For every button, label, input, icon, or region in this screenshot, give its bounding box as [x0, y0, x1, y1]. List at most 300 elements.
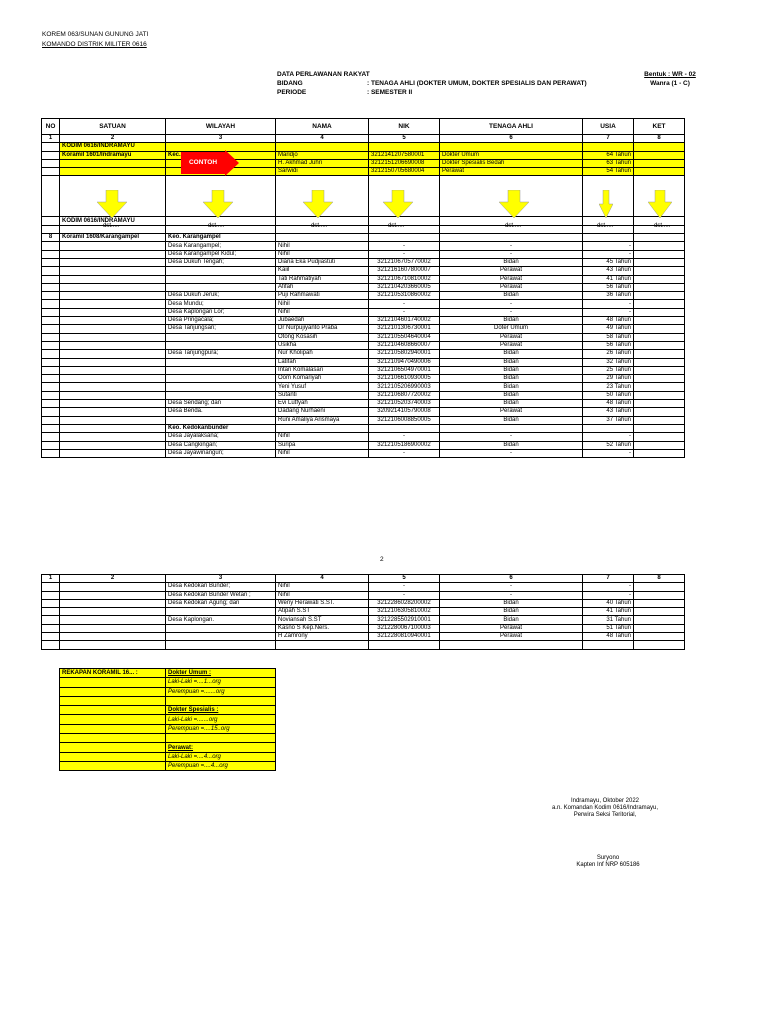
ket-cell	[634, 283, 685, 291]
ket-cell	[634, 391, 685, 399]
nik-cell: -	[369, 308, 440, 316]
satuan-cell	[60, 317, 166, 325]
wilayah-cell	[166, 624, 276, 632]
down-arrow-icon	[599, 190, 613, 218]
table-row	[42, 608, 685, 616]
header-ket: KET	[634, 119, 685, 135]
wilayah-cell: Desa Tanjungpura;	[166, 350, 276, 358]
wilayah-cell: Keo. Kedokanbunder	[166, 424, 276, 432]
ket-cell	[634, 292, 685, 300]
bidang-value: : TENAGA AHLI (DOKTER UMUM, DOKTER SPESIALIS DAN PERAWAT)	[367, 80, 587, 87]
colnum: 2	[60, 575, 166, 583]
table-row	[42, 449, 685, 457]
recap-item: Perempuan =....4...org	[166, 761, 276, 770]
no-cell	[42, 391, 60, 399]
wilayah-cell: Desa Benda.	[166, 408, 276, 416]
satuan-cell	[60, 358, 166, 366]
kec-karangampel: Keo. Karangampel	[166, 234, 276, 242]
table-row	[42, 350, 685, 358]
nama-cell: Evi Lutfyah	[276, 400, 369, 408]
example-row	[42, 151, 685, 159]
table-row	[42, 633, 685, 641]
satuan-cell	[60, 300, 166, 308]
nik-cell: 3212109470490006	[369, 358, 440, 366]
colnum: 1	[42, 135, 60, 143]
recap-item: Laki-Laki =....4...org	[166, 752, 276, 761]
nama-cell: Nihil	[276, 242, 369, 250]
recap-item: Laki-Laki =....1...org	[166, 678, 276, 687]
ket-cell	[634, 624, 685, 632]
tenaga-ahli-cell: Perawat	[440, 341, 583, 349]
nama-cell: Weny Herawati S.ST.	[276, 599, 369, 607]
table-row	[42, 333, 685, 341]
nama-cell: Nur Kholipah	[276, 350, 369, 358]
nama-cell: Suripa	[276, 441, 369, 449]
tenaga-ahli-cell: -	[440, 433, 583, 441]
colnum: 4	[276, 135, 369, 143]
no-cell	[42, 633, 60, 641]
satuan-cell	[60, 400, 166, 408]
nik-cell: 3209214105790008	[369, 408, 440, 416]
colnum: 7	[583, 135, 634, 143]
nama-cell: Latifah	[276, 358, 369, 366]
nik-cell: -	[369, 433, 440, 441]
table-row	[42, 424, 685, 432]
nama-cell: Diana Eka Pudjiastuti	[276, 258, 369, 266]
nik-cell: 3212105203740003	[369, 400, 440, 408]
tenaga-ahli-cell: Perawat	[440, 408, 583, 416]
example-nik: 3212150705680004	[369, 168, 440, 176]
nama-cell: Afifah	[276, 283, 369, 291]
tenaga-ahli-cell: Perawat	[440, 283, 583, 291]
example-nama: Sarwidi	[276, 168, 369, 176]
ket-cell	[634, 300, 685, 308]
letterhead	[42, 30, 148, 50]
recap-row	[60, 669, 276, 678]
nama-cell: Sutanti	[276, 391, 369, 399]
colnum: 2	[60, 135, 166, 143]
nik-cell: 3212106710810002	[369, 275, 440, 283]
usia-cell: -	[583, 250, 634, 258]
table-row	[42, 366, 685, 374]
down-arrow-icon	[303, 190, 333, 218]
usia-cell: 41 Tahun	[583, 275, 634, 283]
usia-cell: 31 Tahun	[583, 616, 634, 624]
form-wanra: Wanra (1 - C)	[650, 80, 690, 87]
tenaga-ahli-cell: Bidan	[440, 416, 583, 424]
colnum: 4	[276, 575, 369, 583]
table-row	[42, 441, 685, 449]
satuan-cell	[60, 250, 166, 258]
wilayah-cell	[166, 383, 276, 391]
document-title: DATA PERLAWANAN RAKYAT	[277, 71, 370, 78]
no-cell	[42, 242, 60, 250]
column-number-row	[42, 135, 685, 143]
tenaga-ahli-cell: Bidan	[440, 350, 583, 358]
sign-an: a.n. Komandan Kodim 0616/Indramayu,	[551, 805, 659, 811]
recap-row	[60, 724, 276, 733]
ket-cell	[634, 317, 685, 325]
table-row	[42, 433, 685, 441]
nama-cell: Atipah S.ST	[276, 608, 369, 616]
table-row	[42, 341, 685, 349]
usia-cell: -	[583, 242, 634, 250]
nik-cell: 3212280067100003	[369, 624, 440, 632]
recap-row	[60, 696, 276, 705]
nama-cell	[276, 641, 369, 649]
tenaga-ahli-cell: -	[440, 300, 583, 308]
nik-cell: 3212106807720002	[369, 391, 440, 399]
wilayah-cell	[166, 366, 276, 374]
nik-cell: 3212106305810002	[369, 608, 440, 616]
nama-cell: Dr Nurpujiyanto Praba	[276, 325, 369, 333]
satuan-cell	[60, 333, 166, 341]
no-cell	[42, 267, 60, 275]
no-cell	[42, 250, 60, 258]
nik-cell: 3212105310860002	[369, 292, 440, 300]
usia-cell: 45 Tahun	[583, 258, 634, 266]
ket-cell	[634, 441, 685, 449]
ket-cell	[634, 308, 685, 316]
ket-cell	[634, 583, 685, 591]
table-row	[42, 591, 685, 599]
satuan-cell	[60, 424, 166, 432]
ket-cell	[634, 275, 685, 283]
nik-cell: -	[369, 242, 440, 250]
wilayah-cell: Desa Kedokan Bunder;	[166, 583, 276, 591]
nik-cell: 3212106008850005	[369, 416, 440, 424]
colnum: 8	[634, 135, 685, 143]
tenaga-ahli-cell: Perawat	[440, 275, 583, 283]
satuan-cell	[60, 591, 166, 599]
ket-cell	[634, 608, 685, 616]
table-row	[42, 317, 685, 325]
usia-cell: 41 Tahun	[583, 608, 634, 616]
colnum: 8	[634, 575, 685, 583]
table-row	[42, 408, 685, 416]
wilayah-cell	[166, 633, 276, 641]
table-row	[42, 242, 685, 250]
nama-cell: Kaiil	[276, 267, 369, 275]
satuan-cell	[60, 242, 166, 250]
usia-cell: 25 Tahun	[583, 366, 634, 374]
no-cell	[42, 300, 60, 308]
wilayah-cell	[166, 333, 276, 341]
dst-label: dst.....	[505, 223, 522, 229]
nik-cell: 3212161607800007	[369, 267, 440, 275]
recap-item	[166, 734, 276, 743]
nama-cell: Nihil	[276, 583, 369, 591]
satuan-cell	[60, 375, 166, 383]
tenaga-ahli-cell: -	[440, 449, 583, 457]
no-cell	[42, 317, 60, 325]
tenaga-ahli-cell: Bidan	[440, 358, 583, 366]
tenaga-ahli-cell: Doter Umum	[440, 325, 583, 333]
satuan-cell	[60, 341, 166, 349]
recap-row	[60, 761, 276, 770]
nik-cell: -	[369, 591, 440, 599]
recap-row	[60, 678, 276, 687]
down-arrow-icon	[648, 190, 672, 218]
usia-cell: 36 Tahun	[583, 292, 634, 300]
nik-cell: 3212106504970001	[369, 366, 440, 374]
nik-cell: 3212106705770002	[369, 258, 440, 266]
table-row	[42, 358, 685, 366]
colnum: 3	[166, 575, 276, 583]
tenaga-ahli-cell: -	[440, 583, 583, 591]
example-nik: 3212151206690008	[369, 159, 440, 167]
down-arrow-icon	[203, 190, 233, 218]
wilayah-cell: Desa Kaplongan Lor;	[166, 308, 276, 316]
tenaga-ahli-cell: Bidan	[440, 441, 583, 449]
contoh-arrow-icon	[225, 150, 239, 176]
no-cell	[42, 325, 60, 333]
no-cell	[42, 308, 60, 316]
form-code	[620, 70, 720, 88]
header-nik: NIK	[369, 119, 440, 135]
tenaga-ahli-cell: Bidan	[440, 366, 583, 374]
usia-cell	[583, 424, 634, 432]
kodim2-label: KODIM 0616/INDRAMAYU	[60, 217, 166, 225]
nama-cell: Intan Komalasari	[276, 366, 369, 374]
usia-cell: 26 Tahun	[583, 350, 634, 358]
nama-cell: Tati Rahmatiyah	[276, 275, 369, 283]
section-satuan: Koramil 1608/Karangampel	[60, 234, 166, 242]
koramil-section-row	[42, 234, 685, 242]
kodim2-row	[42, 217, 685, 225]
recap-title-cell	[60, 752, 166, 761]
example-tenaga: Dokter Umum	[440, 151, 583, 159]
wilayah-cell	[166, 283, 276, 291]
usia-cell: 40 Tahun	[583, 599, 634, 607]
ket-cell	[634, 416, 685, 424]
usia-cell: -	[583, 591, 634, 599]
dst-label: dst.....	[311, 223, 328, 229]
recap-title-cell	[60, 687, 166, 696]
nik-cell: 3212285502910001	[369, 616, 440, 624]
table-row	[42, 250, 685, 258]
no-cell	[42, 641, 60, 649]
sign-name: Suryono	[596, 855, 620, 861]
main-table	[41, 118, 685, 458]
column-number-row	[42, 575, 685, 583]
usia-cell: -	[583, 433, 634, 441]
usia-cell: 50 Tahun	[583, 391, 634, 399]
header-usia: USIA	[583, 119, 634, 135]
table-row	[42, 599, 685, 607]
colnum: 7	[583, 575, 634, 583]
ket-cell	[634, 350, 685, 358]
nik-cell: 3212105186900002	[369, 441, 440, 449]
blank-row	[42, 225, 685, 233]
dst-label: dst.....	[654, 223, 671, 229]
wilayah-cell	[166, 416, 276, 424]
usia-cell: 49 Tahun	[583, 325, 634, 333]
recap-row	[60, 715, 276, 724]
tenaga-ahli-cell: -	[440, 242, 583, 250]
no-cell	[42, 591, 60, 599]
ket-cell	[634, 400, 685, 408]
usia-cell: -	[583, 300, 634, 308]
ket-cell	[634, 633, 685, 641]
recap-row	[60, 734, 276, 743]
no-cell	[42, 350, 60, 358]
periode-value: : SEMESTER II	[367, 89, 413, 96]
tenaga-ahli-cell: Bidan	[440, 375, 583, 383]
header-tenaga-ahli: TENAGA AHLI	[440, 119, 583, 135]
ket-cell	[634, 408, 685, 416]
wilayah-cell: Desa Tanjungsari;	[166, 325, 276, 333]
nama-cell: Nihil	[276, 449, 369, 457]
no-cell	[42, 416, 60, 424]
nik-cell: -	[369, 250, 440, 258]
ket-cell	[634, 341, 685, 349]
tenaga-ahli-cell: Perawat	[440, 633, 583, 641]
satuan-cell	[60, 275, 166, 283]
satuan-cell	[60, 292, 166, 300]
colnum: 3	[166, 135, 276, 143]
ket-cell	[634, 375, 685, 383]
example-nik: 3212141207580001	[369, 151, 440, 159]
nik-cell: 3212280810940001	[369, 633, 440, 641]
letterhead-korem: KOREM 063/SUNAN GUNUNG JATI	[42, 31, 149, 38]
nama-cell: Oom Komariyah	[276, 375, 369, 383]
wilayah-cell	[166, 341, 276, 349]
wilayah-cell: Desa Cangkingan;	[166, 441, 276, 449]
tenaga-ahli-cell: Perawat	[440, 267, 583, 275]
wilayah-cell: Desa Kaplongan.	[166, 616, 276, 624]
nama-cell: Nihil	[276, 300, 369, 308]
nama-cell: Kasno S Kep.Ners.	[276, 624, 369, 632]
periode-label: PERIODE	[277, 89, 307, 96]
table-row	[42, 641, 685, 649]
recap-title-cell	[60, 761, 166, 770]
example-usia: 64 Tahun	[583, 151, 634, 159]
ket-cell	[634, 242, 685, 250]
wilayah-cell	[166, 391, 276, 399]
wilayah-cell	[166, 358, 276, 366]
recap-item: Perawat:	[166, 743, 276, 752]
recap-title-cell	[60, 715, 166, 724]
satuan-cell	[60, 308, 166, 316]
colnum: 6	[440, 135, 583, 143]
contoh-label: CONTOH	[181, 152, 225, 174]
wilayah-cell: Desa Mundu;	[166, 300, 276, 308]
table-row	[42, 292, 685, 300]
satuan-cell	[60, 383, 166, 391]
wilayah-cell	[166, 275, 276, 283]
wilayah-cell	[166, 375, 276, 383]
example-kec: Kec.	[166, 151, 276, 159]
satuan-cell	[60, 433, 166, 441]
arrow-spacer-row	[42, 176, 685, 217]
usia-cell	[583, 641, 634, 649]
tenaga-ahli-cell: -	[440, 250, 583, 258]
dst-label: dst.....	[208, 223, 225, 229]
satuan-cell	[60, 583, 166, 591]
usia-cell: 56 Tahun	[583, 341, 634, 349]
satuan-cell	[60, 633, 166, 641]
nik-cell: 3212101306730001	[369, 325, 440, 333]
usia-cell: 58 Tahun	[583, 333, 634, 341]
wilayah-cell: Desa Pringacala;	[166, 317, 276, 325]
usia-cell: 56 Tahun	[583, 283, 634, 291]
dst-label: dst.....	[388, 223, 405, 229]
colnum: 1	[42, 575, 60, 583]
header-nama: NAMA	[276, 119, 369, 135]
nik-cell: 3212104203660005	[369, 283, 440, 291]
tenaga-ahli-cell: Bidan	[440, 400, 583, 408]
table-row	[42, 624, 685, 632]
colnum: 6	[440, 575, 583, 583]
satuan-cell	[60, 408, 166, 416]
no-cell	[42, 449, 60, 457]
example-usia: 54 Tahun	[583, 168, 634, 176]
recap-item: Perempuan =.......org	[166, 687, 276, 696]
recap-item: Dokter Spesialis :	[166, 706, 276, 715]
no-cell	[42, 608, 60, 616]
no-cell	[42, 292, 60, 300]
recap-item	[166, 696, 276, 705]
tenaga-ahli-cell: Bidan	[440, 616, 583, 624]
nik-cell: 3212286028200002	[369, 599, 440, 607]
no-cell	[42, 599, 60, 607]
tenaga-ahli-cell: Bidan	[440, 608, 583, 616]
tenaga-ahli-cell: Bidan	[440, 258, 583, 266]
satuan-cell	[60, 283, 166, 291]
nik-cell: 3212104601740002	[369, 317, 440, 325]
table-row	[42, 258, 685, 266]
dst-label: dst.....	[597, 223, 614, 229]
page-number: 2	[380, 556, 384, 563]
recap-title-cell	[60, 724, 166, 733]
tenaga-ahli-cell: Bidan	[440, 383, 583, 391]
no-cell	[42, 441, 60, 449]
signature-name-block	[548, 855, 668, 869]
example-nama: H. Akhmad Juhri	[276, 159, 369, 167]
ket-cell	[634, 250, 685, 258]
header-no: NO	[42, 119, 60, 135]
recap-title-cell	[60, 696, 166, 705]
nama-cell: H Zamrony	[276, 633, 369, 641]
nama-cell: Yeni Yusuf	[276, 383, 369, 391]
recap-row	[60, 743, 276, 752]
document-title-block	[277, 70, 587, 97]
usia-cell: 48 Tahun	[583, 400, 634, 408]
usia-cell: -	[583, 308, 634, 316]
header-wilayah: WILAYAH	[166, 119, 276, 135]
table-row	[42, 383, 685, 391]
usia-cell: -	[583, 583, 634, 591]
sign-position: Perwira Seksi Teritorial,	[573, 812, 637, 818]
nama-cell: Nihil	[276, 308, 369, 316]
recap-table	[59, 668, 276, 771]
nik-cell: 3212106610930005	[369, 375, 440, 383]
satuan-cell	[60, 641, 166, 649]
form-bentuk: Bentuk : WR - 02	[644, 71, 696, 78]
sign-rank: Kapten Inf NRP 605186	[576, 862, 640, 868]
satuan-cell	[60, 616, 166, 624]
colnum: 5	[369, 135, 440, 143]
table-row	[42, 283, 685, 291]
no-cell	[42, 383, 60, 391]
table-row	[42, 400, 685, 408]
ket-cell	[634, 591, 685, 599]
no-cell	[42, 258, 60, 266]
sign-place-date: Indramayu, Oktober 2022	[570, 798, 640, 804]
wilayah-cell: Desa Dukuh Tengah;	[166, 258, 276, 266]
ket-cell	[634, 433, 685, 441]
